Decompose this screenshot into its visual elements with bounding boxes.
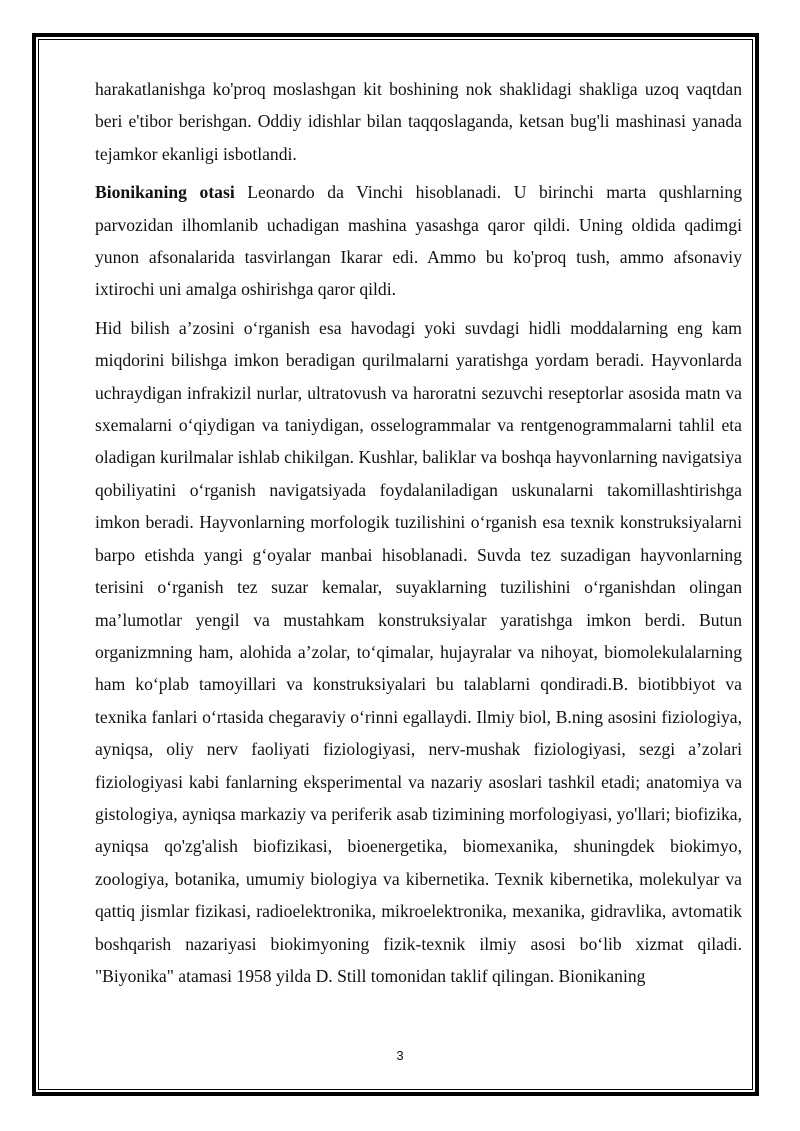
paragraph-1-text: harakatlanishga ko'proq moslashgan kit boshining nok shaklidagi shakliga uzoq vaqtdan beri e'tibor berishgan. Oddiy idishlar bilan taqqoslaganda, ketsan bug'li mashinasi yanada tejamkor ekanligi isbotlandi. — [95, 79, 742, 164]
paragraph-2 — [95, 176, 742, 306]
document-body — [95, 73, 742, 998]
page-number: 3 — [396, 1048, 404, 1063]
paragraph-3-text: Hid bilish a’zosini o‘rganish esa havodagi yoki suvdagi hidli moddalarning eng kam miqdorini bilishga imkon beradigan qurilmalarni yaratishga yordam beradi. Hayvonlarda uchraydigan infrakizil nurlar, ultratovush va haroratni sezuvchi reseptorlar asosida matn va sxemalarni o‘qiydigan va taniydigan, osselogrammalar va rentgenogrammalarni tahlil eta oladigan kurilmalar ishlab chikilgan. Kushlar, baliklar va boshqa hayvonlarning navigatsiya qobiliyatini o‘rganish navigatsiyada foydalaniladigan uskunalarni takomillashtirishga imkon beradi. Hayvonlarning morfologik tuzilishini o‘rganish esa texnik konstruksiyalarni barpo etishda yangi g‘oyalar manbai hisoblanadi. Suvda tez suzadigan hayvonlarning terisini o‘rganish tez suzar kemalar, suyaklarning tuzilishini o‘rganishdan olingan ma’lumotlar yengil va mustahkam konstruksiyalar yaratishga imkon berdi. Butun organizmning ham, alohida a’zolar, to‘qimalar, hujayralar va nihoyat, biomolekulalarning ham ko‘plab tamoyillari va konstruksiyalari bu talablarni qondiradi.B. biotibbiyot va texnika fanlari o‘rtasida chegaraviy o‘rinni egallaydi. Ilmiy biol, B.ning asosini fiziologiya, ayniqsa, oliy nerv faoliyati fiziologiyasi, nerv-mushak fiziologiyasi, sezgi a’zolari fiziologiyasi kabi fanlarning eksperimental va nazariy asoslari tashkil etadi; anatomiya va gistologiya, ayniqsa markaziy va periferik asab tizimining morfologiyasi, yo'llari; biofizika, ayniqsa qo'zg'alish biofizikasi, bioenergetika, biomexanika, shuningdek biokimyo, zoologiya, botanika, umumiy biologiya va kibernetika. Texnik kibernetika, molekulyar va qattiq jismlar fizikasi, radioelektronika, mikroelektronika, mexanika, gidravlika, avtomatik boshqarish nazariyasi biokimyoning fizik-texnik ilmiy asosi bo‘lib xizmat qiladi. "Biyonika" atamasi 1958 yilda D. Still tomonidan taklif qilingan. Bionikaning — [95, 317, 742, 986]
paragraph-2-bold-lead: Bionikaning otasi — [95, 182, 235, 203]
paragraph-1 — [95, 73, 742, 170]
paragraph-3 — [95, 312, 742, 993]
paragraph-2-text: Leonardo da Vinchi hisoblanadi. U birinchi marta qushlarning parvozidan ilhomlanib uchadigan mashina yasashga qaror qildi. Uning oldida qadimgi yunon afsonalarida tasvirlangan Ikarar edi. Ammo bu ko'proq tush, ammo afsonaviy ixtirochi uni amalga oshirishga qaror qildi. — [95, 182, 743, 300]
